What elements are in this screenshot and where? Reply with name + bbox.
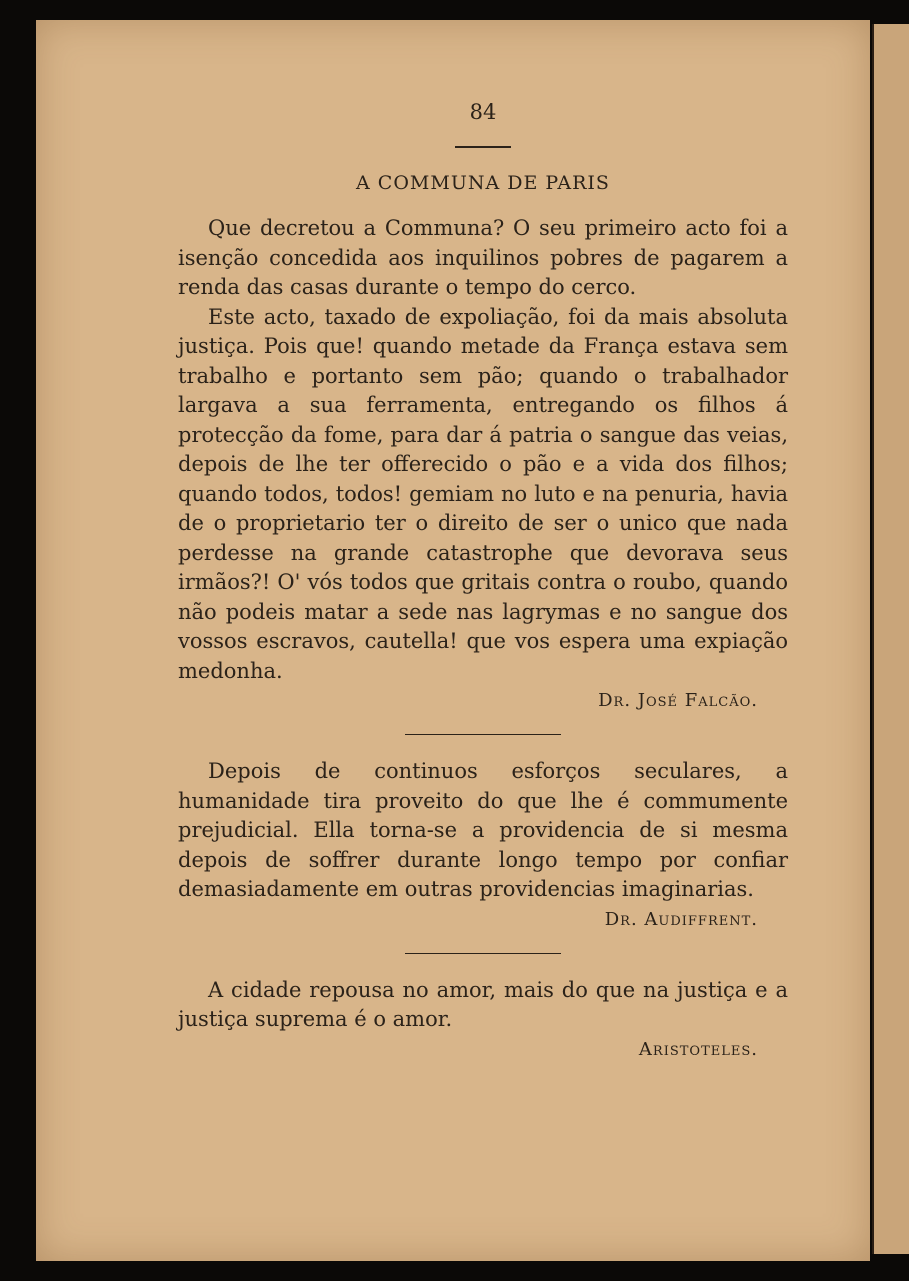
quote-author: Dr. José Falcão. xyxy=(598,690,758,711)
adjacent-page-edge xyxy=(872,24,909,1254)
page-number: 84 xyxy=(469,100,497,124)
quote-block-3 xyxy=(178,976,788,1063)
running-head: A COMMUNA DE PARIS xyxy=(356,172,610,194)
quote-author: Aristoteles. xyxy=(638,1038,758,1060)
quote-paragraph: Que decretou a Communa? O seu primeiro acto foi a isenção concedida aos inquilinos pobres de pagarem a renda das casas durante o tempo do cerco. xyxy=(178,216,788,299)
quote-paragraph: A cidade repousa no amor, mais do que na justiça e a justiça suprema é o amor. xyxy=(178,977,788,1031)
section-divider xyxy=(405,734,561,735)
quote-paragraph: Depois de continuos esforços seculares, a humanidade tira proveito do que lhe é commumente prejudicial. Ella torna-se a providencia de si mesma depois de soffrer durante longo tempo por confiar demasiadamente em outras providencias imaginarias. xyxy=(178,759,788,901)
quote-block-1 xyxy=(178,214,788,714)
header-rule xyxy=(455,146,511,148)
section-divider xyxy=(405,953,561,954)
page-content xyxy=(178,98,788,1063)
quote-block-2 xyxy=(178,757,788,933)
quote-author: Dr. Audiffrent. xyxy=(604,908,758,930)
quote-paragraph: Este acto, taxado de expoliação, foi da mais absoluta justiça. Pois que! quando metade da França estava sem trabalho e portanto sem pão; quando o trabalhador largava a sua ferramenta, entregando os filhos á protecção da fome, para dar á patria o sangue das veias, depois de lhe ter offerecido o pão e a vida dos filhos; quando todos, todos! gemiam no luto e na penuria, havia de o proprietario ter o direito de ser o unico que nada perdesse na grande catastrophe que devorava seus irmãos?! O' vós todos que gritais contra o roubo, quando não podeis matar a sede nas lagrymas e no sangue dos vossos escravos, cautella! que vos espera uma expiação medonha. xyxy=(178,304,788,683)
